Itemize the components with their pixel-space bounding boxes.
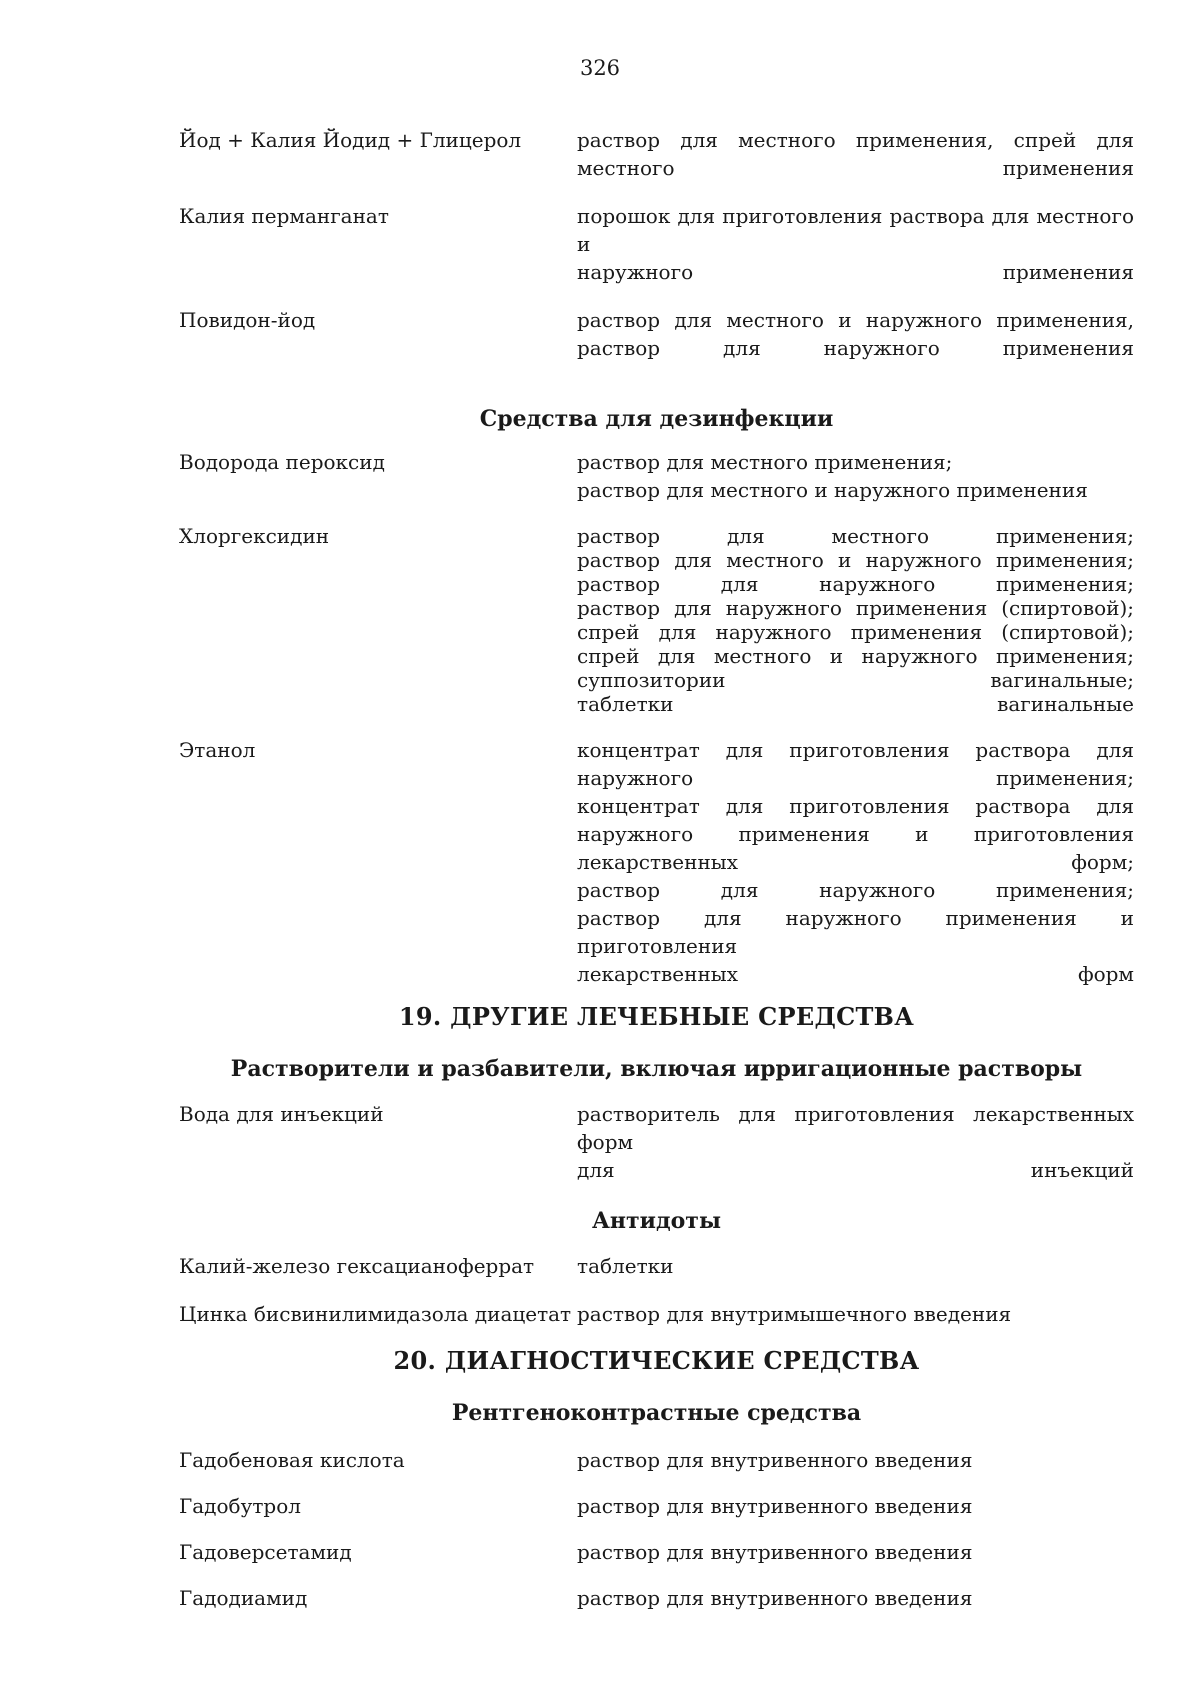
form-line: растворитель для приготовления лекарственных форм [577,1102,1134,1154]
drug-row [179,1252,1134,1280]
drug-name: Хлоргексидин [179,524,330,548]
form-line: для инъекций [577,1158,1134,1182]
subsection-heading: Растворители и разбавители, включая ирригационные растворы [230,1056,1083,1082]
drug-forms [577,1446,1134,1474]
drug-row [179,1538,1134,1566]
form-line: порошок для приготовления раствора для местного и [577,204,1134,256]
form-line: раствор для внутривенного введения [577,1494,973,1518]
drug-row [179,524,1134,716]
form-line: раствор для местного и наружного применения; [577,548,1134,572]
subsection-heading: Средства для дезинфекции [479,406,834,432]
drug-forms [577,1300,1134,1328]
form-line: раствор для местного применения; [577,450,953,474]
drug-name: Гадодиамид [179,1586,308,1610]
drug-forms [577,1538,1134,1566]
drug-name: Водорода пероксид [179,450,385,474]
form-line: лекарственных форм; [577,850,1134,874]
drug-row [179,1300,1134,1328]
drug-forms [577,1492,1134,1520]
form-line: спрей для наружного применения (спиртовой); [577,620,1134,644]
drug-row [179,126,1134,182]
form-line: спрей для местного и наружного применения; [577,644,1134,668]
form-line: наружного применения и приготовления [577,822,1134,846]
drug-name: Калий-железо гексацианоферрат [179,1254,535,1278]
form-line: раствор для местного и наружного применения, [577,308,1134,332]
document-body [179,126,1134,1612]
drug-name: Повидон-йод [179,308,316,332]
drug-row [179,1492,1134,1520]
drug-name: Калия перманганат [179,204,389,228]
form-line: раствор для внутримышечного введения [577,1302,1012,1326]
drug-forms [577,306,1134,362]
drug-forms [577,448,1134,504]
drug-forms [577,1252,1134,1280]
section-heading: 19. ДРУГИЕ ЛЕЧЕБНЫЕ СРЕДСТВА [398,1002,915,1031]
drug-row [179,736,1134,988]
drug-forms [577,202,1134,286]
drug-name: Гадоверсетамид [179,1540,352,1564]
drug-forms [577,736,1134,988]
drug-row [179,1100,1134,1184]
drug-forms [577,524,1134,716]
form-line: таблетки [577,1254,674,1278]
form-line: раствор для наружного применения [577,336,1134,360]
form-line: раствор для наружного применения; [577,878,1134,902]
drug-name: Гадобеновая кислота [179,1448,405,1472]
form-line: лекарственных форм [577,962,1134,986]
form-line: наружного применения [577,260,1134,284]
drug-row [179,306,1134,362]
form-line: таблетки вагинальные [577,692,1134,716]
form-line: суппозитории вагинальные; [577,668,1134,692]
drug-name: Йод + Калия Йодид + Глицерол [179,128,522,152]
drug-forms [577,1584,1134,1612]
section-heading: 20. ДИАГНОСТИЧЕСКИЕ СРЕДСТВА [393,1346,920,1375]
drug-name: Вода для инъекций [179,1102,384,1126]
form-line: раствор для внутривенного введения [577,1540,973,1564]
form-line: концентрат для приготовления раствора для [577,738,1134,762]
drug-row [179,1584,1134,1612]
drug-forms [577,126,1134,182]
form-line: раствор для местного применения; [577,524,1134,548]
form-line: раствор для наружного применения; [577,572,1134,596]
drug-row [179,1446,1134,1474]
form-line: раствор для наружного применения и приготовления [577,906,1134,958]
form-line: раствор для внутривенного введения [577,1448,973,1472]
page-number: 326 [579,56,621,80]
drug-row [179,202,1134,286]
form-line: раствор для местного применения, спрей для [577,128,1134,152]
form-line: наружного применения; [577,766,1134,790]
form-line: раствор для наружного применения (спиртовой); [577,596,1134,620]
subsection-heading: Рентгеноконтрастные средства [451,1400,862,1426]
drug-forms [577,1100,1134,1184]
subsection-heading: Антидоты [592,1208,721,1234]
drug-row [179,448,1134,504]
form-line: местного применения [577,156,1134,180]
drug-name: Этанол [179,738,256,762]
form-line: раствор для местного и наружного применения [577,478,1088,502]
drug-name: Гадобутрол [179,1494,301,1518]
drug-name: Цинка бисвинилимидазола диацетат [179,1302,572,1326]
form-line: концентрат для приготовления раствора для [577,794,1134,818]
form-line: раствор для внутривенного введения [577,1586,973,1610]
